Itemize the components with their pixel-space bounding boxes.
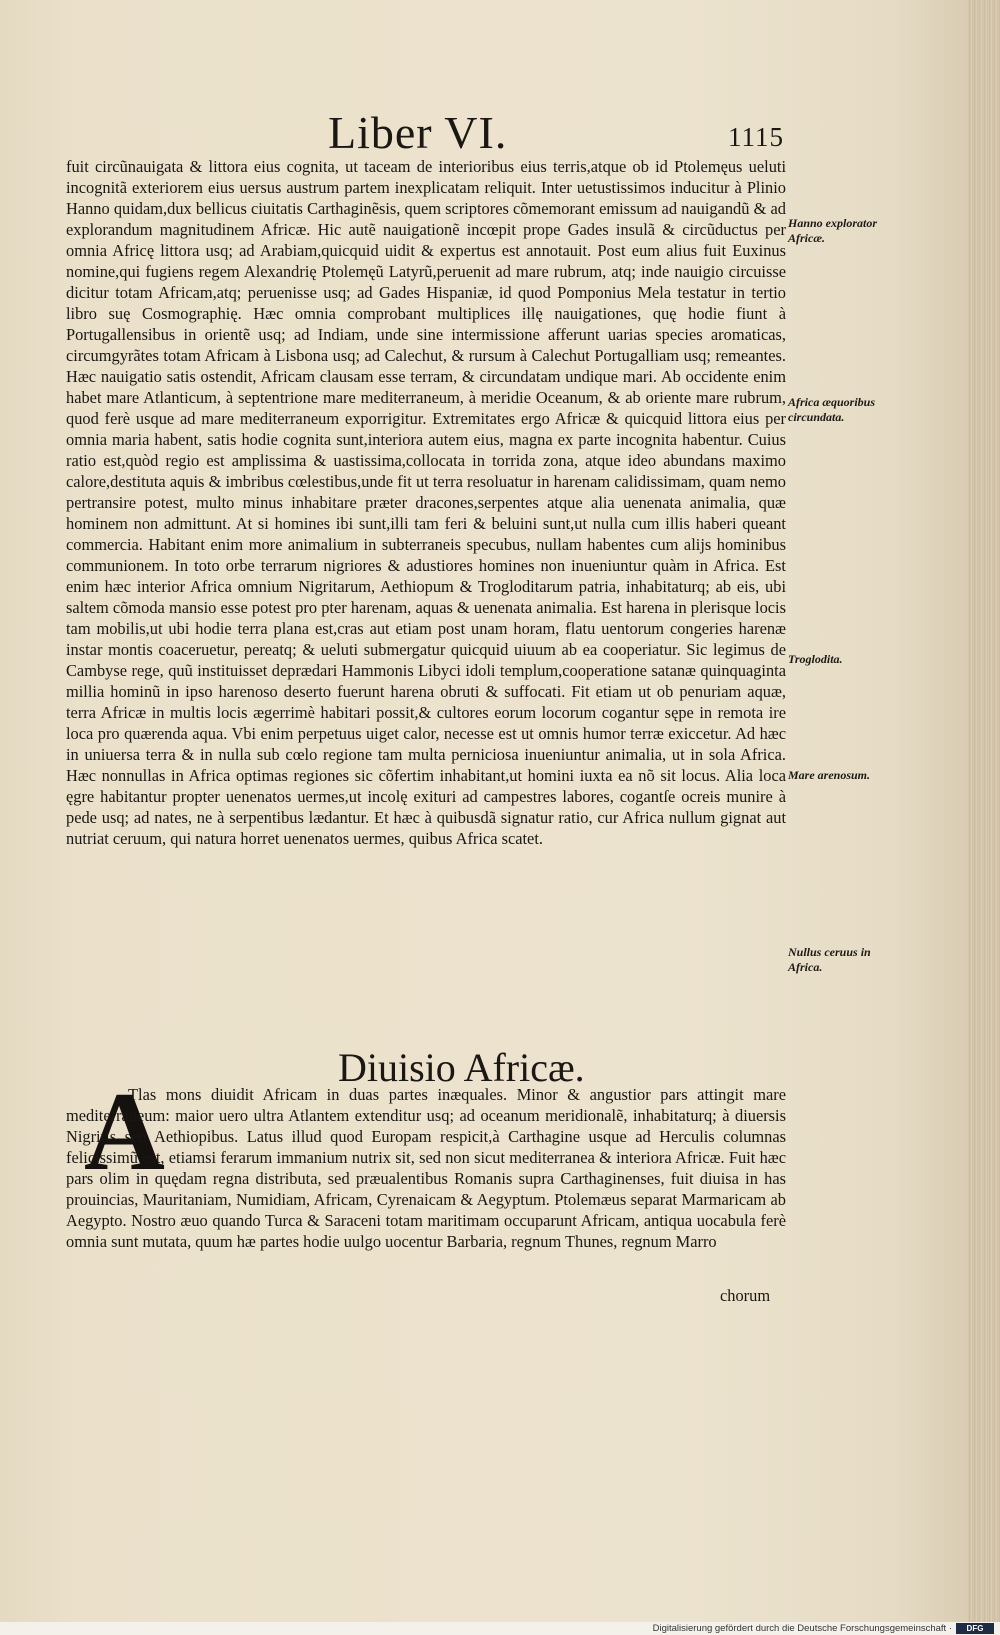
page-number: 1115 (728, 122, 784, 152)
running-title: Liber VI. (328, 107, 508, 158)
margin-note-mare-arenosum: Mare arenosum. (788, 768, 871, 782)
main-text-block (66, 156, 786, 849)
page-edge-stack (968, 0, 1000, 1622)
section-paragraph: Tlas mons diuidit Africam in duas partes inæquales. Minor & angustior pars attingit mare mediterraneum: maior uero ultra Atlantem extenditur usq; ad oceanum meridionalẽ, inhabitaturq; à diuersis Nigritis seu Aethiopibus. Latus illud quod Europam respicit,à Carthagine usque ad Herculis columnas felicissimũ est, etiamsi ferarum immanium nutrix sit, sed non sicut mediterranea & interiora Africæ. Fuit hæc pars olim in quędam regna distributa, sed præualentibus Romanis supra Carthaginenses, fuit diuisa in has prouincias, Mauritaniam, Numidiam, Africam, Cyrenaicam & Aegyptum. Ptolemæus separat Marmaricam ab Aegypto. Nostro æuo quando Turca & Saraceni totam maritimam occuparunt Africam, antiqua uocabula ferè omnia sunt mutata, quum hæ partes hodie uulgo uocentur Barbaria, regnum Thunes, regnum Marro (66, 1085, 786, 1251)
footer-credit: Digitalisierung gefördert durch die Deutsche Forschungsgemeinschaft · (652, 1623, 952, 1634)
margin-note-africa-circundata: Africa æquoribus circundata. (788, 395, 876, 424)
margin-note-nullus-ceruus: Nullus ceruus in Africa. (788, 945, 871, 974)
margin-note-troglodita: Troglodita. (788, 652, 843, 666)
main-paragraph: fuit circũnauigata & littora eius cognita, ut taceam de interioribus eius terris,atque ob id Ptolemęus ueluti incognitã exteriorem eius uersus austrum partem inexplicatam reliquit. Inter uetustissimos inducitur à Plinio Hanno quidam,dux bellicus ciuitatis Carthaginẽsis, quem scriptores cõmemorant emissum ad nauigandũ & ad explorandum magnitudinem Africæ. Hic autẽ nauigationẽ incœpit prope Gades insulã & circũductus per omnia Africę littora usq; ad Arabiam,quicquid uidit & expertus est annotauit. Post eum alius fuit Euxinus nomine,qui fugiens regem Alexandrię Ptolemęũ Latyrũ,peruenit ad mare rubrum, atq; inde nauigio circuisse dicitur totam Africam,atq; peruenisse usq; ad Gades Hispaniæ, id quod Pomponius Mela testatur in tertio libro suę Cosmographię. Hæc omnia comprobant multiplices illę nauigationes, quę hodie fiunt à Portugallensibus in orientẽ usq; ad Indiam, unde sine intermissione afferunt uarias species aromaticas, circumgyrãtes totam Africam à Lisbona usq; ad Calechut, & rursum à Calechut Portugalliam usq; remeantes. Hæc nauigatio satis ostendit, Africam clausam esse terram, & circundatam undique mari. Ab occidente enim habet mare Atlanticum, à septentrione mare mediterraneum, à meridie Oceanum, & ab oriente mare rubrum, quod ferè usque ad mare mediterraneum exporrigitur. Extremitates ergo Africæ & quicquid littora eius per omnia maria habent, satis hodie cognita sunt,interiora autem eius, magna ex parte incognita habentur. Cuius ratio est,quòd regio est amplissima & uastissima,collocata in torrida zona, atque ideo abundans maximo calore,destituta aquis & imbribus cœlestibus,unde fit ut terra resoluatur in harenam calidissimam, quam nemo pertransire potest, multo minus inhabitare præter dracones,serpentes atque alia uenenata animalia, quæ hominem non admittunt. At si homines ibi sunt,illi tam feri & beluini sunt,ut nulla cum illis haberi queant commercia. Habitant enim more animalium in subterraneis specubus, nullam habentes cum alijs hominibus communionem. In toto orbe terrarum nigriores & adustiores homines non inueniuntur quàm in Africa. Est enim hæc interior Africa omnium Nigritarum, Aethiopum & Trogloditarum patria, inhabitaturq; ab eis, ubi saltem cõmoda mansio esse potest pro pter harenam, aquas & uenenata animalia. Est harena in plerisque locis tam mobilis,ut ubi hodie terra plana est,cras aut etiam post unam horam, flatu uentorum congeries harenæ instar montis coaceruetur, pereatq; & ueluti submergatur quicquid uiuum ab ea cooperiatur. Sic legimus de Cambyse rege, quũ instituisset deprædari Hammonis Libyci idoli templum,cooperatione satanæ quinquaginta millia hominũ in ipso harenoso deserto fuerunt harena obruti & suffocati. Fit etiam ut ob penuriam aquæ, terra Africæ in multis locis ægerrimè habitari possit,& cultores eorum locorum cogantur sępe in remota ire loca pro quærenda aqua. Vbi enim perpetuus uiget calor, necesse est ut omnis humor terræ exiccetur. Ad hæc in uniuersa terra & in nulla sub cœlo regione tam multa perniciosa inueniuntur animalia, ut in sola Africa. Hæc nonnullas in Africa optimas regiones sic cõfertim inhabitant,ut homini iuxta ea nõ sit locus. Alia loca ęgre habitantur propter uenenatos uermes,ut incolę exituri ad campestres labores, cogantſe ocreis munire à pede usq; ad nates, ne à serpentibus lædantur. Et hæc à quibusdã signatur ratio, cur Africa nullum gignat aut nutriat ceruum, qui natura horret uenenatos uermes, quibus Africa scatet. (66, 157, 786, 848)
drop-cap-initial: A (84, 1070, 165, 1194)
footer-bar (0, 1622, 1000, 1635)
catchword: chorum (720, 1286, 771, 1305)
dfg-logo: DFG (956, 1623, 994, 1634)
section-text-block (66, 1084, 786, 1252)
section-title: Diuisio Africæ. (338, 1045, 585, 1090)
margin-note-hanno: Hanno explorator Africæ. (788, 216, 878, 245)
